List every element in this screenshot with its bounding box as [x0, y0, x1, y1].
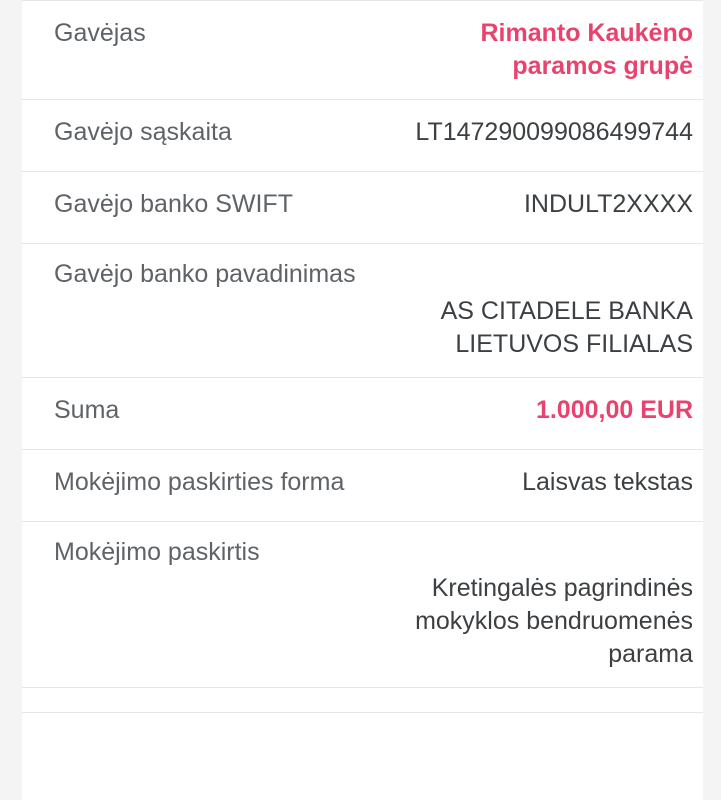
- detail-label-amount: Suma: [54, 395, 120, 424]
- detail-value-recipient-bank-swift: INDULT2XXXX: [523, 190, 693, 218]
- detail-value-payment-purpose: Kretingalės pagrindinės mokyklos bendruomenės parama: [415, 574, 693, 668]
- detail-label-payment-purpose: Mokėjimo paskirtis: [54, 537, 260, 566]
- detail-row-recipient: [22, 0, 703, 100]
- detail-value-recipient: Rimanto Kaukėno paramos grupė: [480, 19, 693, 80]
- payment-details-card: [22, 0, 703, 800]
- detail-row-recipient-account: [22, 100, 703, 172]
- detail-label-recipient: Gavėjas: [54, 19, 146, 47]
- detail-value-recipient-bank-name: AS CITADELE BANKA LIETUVOS FILIALAS: [440, 296, 693, 358]
- detail-label-payment-purpose-form: Mokėjimo paskirties forma: [54, 467, 345, 496]
- page-gutter-right: [703, 0, 721, 800]
- page-gutter-left: [0, 0, 22, 800]
- detail-row-divider-bottom: [22, 688, 703, 713]
- detail-value-payment-purpose-form: Laisvas tekstas: [522, 467, 693, 496]
- detail-row-recipient-bank-name: [22, 244, 703, 378]
- detail-label-recipient-account: Gavėjo sąskaita: [54, 118, 232, 146]
- detail-row-recipient-bank-swift: [22, 172, 703, 244]
- detail-label-recipient-bank-name: Gavėjo banko pavadinimas: [54, 260, 356, 288]
- detail-row-amount: [22, 378, 703, 450]
- detail-value-amount: 1.000,00 EUR: [535, 395, 693, 424]
- detail-label-recipient-bank-swift: Gavėjo banko SWIFT: [54, 190, 293, 218]
- detail-row-payment-purpose: [22, 522, 703, 689]
- detail-value-recipient-account: LT147290099086499744: [415, 118, 693, 146]
- detail-row-payment-purpose-form: [22, 450, 703, 522]
